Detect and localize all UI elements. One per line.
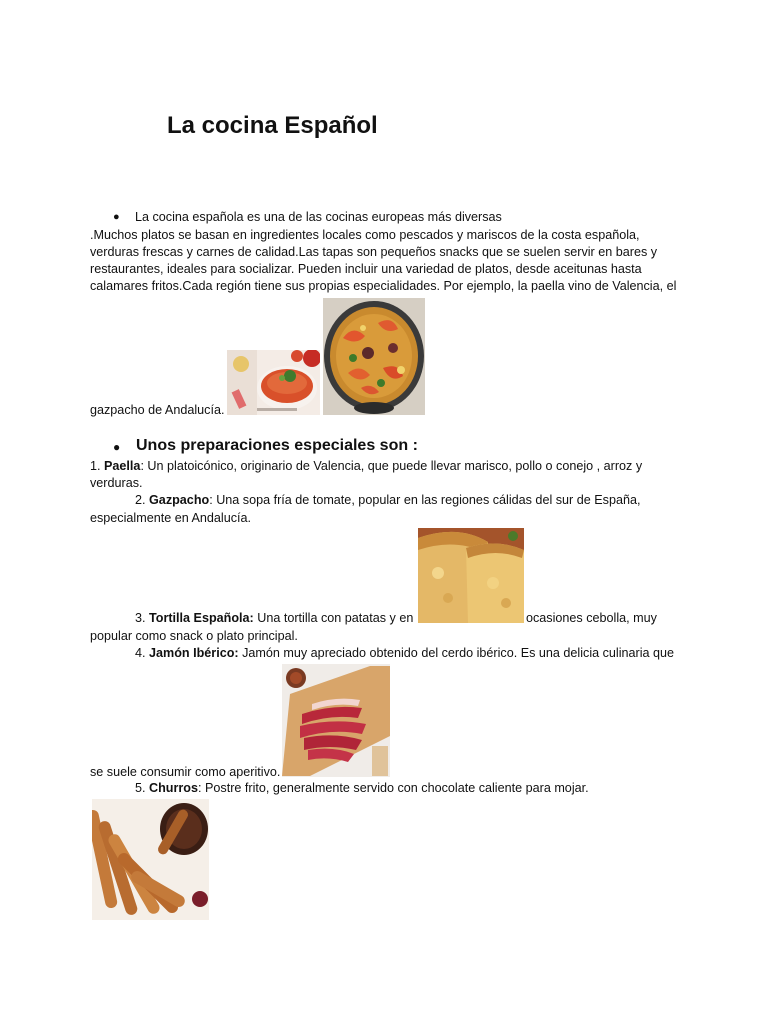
intro-line-4: calamares fritos.Cada región tiene sus propias especialidades. Por ejemplo, la paella vino de Valencia, el — [90, 279, 677, 293]
item-text: Jamón muy apreciado obtenido del cerdo ibérico. Es una delicia culinaria que — [238, 646, 675, 660]
heading-bullet-dot: ● — [113, 440, 121, 454]
section-heading: Unos preparaciones especiales son : — [136, 437, 418, 454]
item-sep: : — [140, 459, 144, 473]
item-tortilla — [135, 610, 413, 627]
item-number: 1. — [90, 459, 101, 473]
item-number: 2. — [135, 493, 146, 507]
paella-image — [323, 298, 425, 415]
item-tortilla-cont: popular como snack o plato principal. — [90, 629, 298, 643]
gazpacho-image — [227, 350, 320, 415]
item-jamon — [135, 645, 674, 662]
intro-tail: gazpacho de Andalucía. — [90, 403, 225, 417]
bullet-dot: ● — [113, 211, 120, 223]
intro-line-1: .Muchos platos se basan en ingredientes locales como pescados y mariscos de la costa española, — [90, 228, 640, 242]
item-name: Paella — [104, 459, 141, 473]
item-text: Postre frito, generalmente servido con chocolate caliente para mojar. — [201, 781, 589, 795]
tortilla-image — [418, 528, 524, 623]
jamon-image — [282, 664, 390, 777]
page-title: La cocina Español — [167, 112, 378, 139]
item-text: Un platoicónico, originario de Valencia, que puede llevar marisco, pollo o conejo , arroz y — [143, 459, 643, 473]
intro-line-2: verduras frescas y carnes de calidad.Las tapas son pequeños snacks que se suelen servir en bares y — [90, 245, 658, 259]
item-tortilla-after: ocasiones cebolla, muy — [526, 611, 657, 625]
churros-image — [92, 799, 209, 920]
item-sep: : — [209, 493, 213, 507]
item-number: 3. — [135, 611, 146, 625]
item-number: 4. — [135, 646, 146, 660]
item-jamon-cont: se suele consumir como aperitivo. — [90, 765, 281, 779]
item-text: Una tortilla con patatas y en — [253, 611, 414, 625]
intro-bullet-text: La cocina española es una de las cocinas europeas más diversas — [135, 210, 502, 224]
item-sep: : — [198, 781, 202, 795]
item-paella — [90, 458, 642, 475]
item-number: 5. — [135, 781, 146, 795]
item-name: Jamón Ibérico: — [149, 646, 239, 660]
intro-line-3: restaurantes, ideales para socializar. Pueden incluir una variedad de platos, desde aceitunas hasta — [90, 262, 642, 276]
item-churros — [135, 780, 589, 797]
item-name: Gazpacho — [149, 493, 210, 507]
item-gazpacho — [135, 492, 640, 509]
item-paella-cont: verduras. — [90, 476, 143, 490]
item-name: Tortilla Española: — [149, 611, 254, 625]
item-text: Una sopa fría de tomate, popular en las regiones cálidas del sur de España, — [212, 493, 641, 507]
item-name: Churros — [149, 781, 198, 795]
item-gazpacho-cont: especialmente en Andalucía. — [90, 511, 252, 525]
